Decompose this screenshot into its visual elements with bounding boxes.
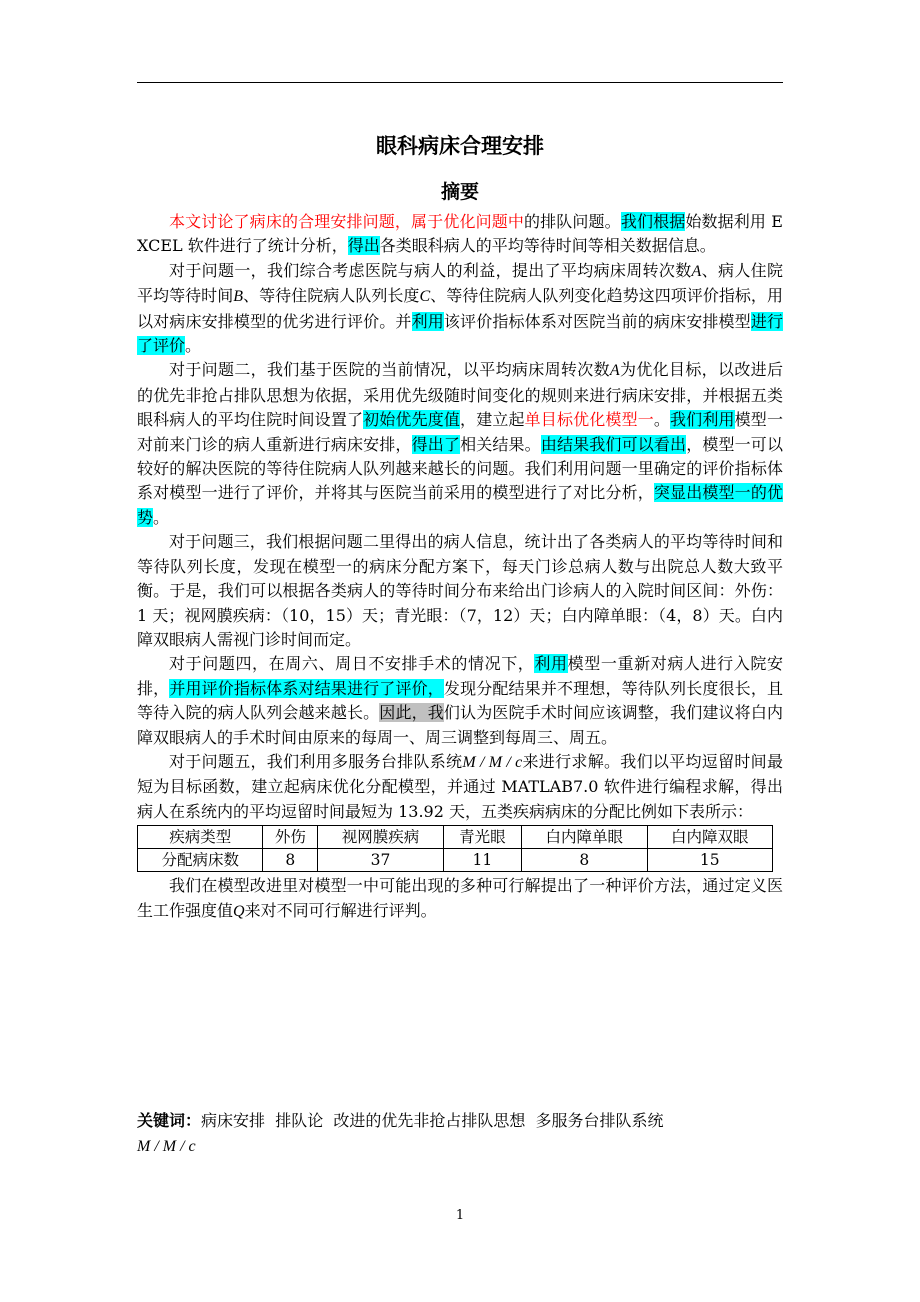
document-title: 眼科病床合理安排 — [376, 134, 544, 158]
page-number: 1 — [455, 1208, 465, 1223]
table-cell: 8 — [263, 849, 318, 872]
keywords — [137, 1108, 783, 1159]
formula-mmc: M / M / c — [462, 753, 523, 771]
table-cell: 青光眼 — [443, 826, 521, 849]
paragraph-6: 对于问题五，我们利用多服务台排队系统M / M / c来进行求解。我们以平均逗留时间最短为目标函数，建立起病床优化分配模型，并通过 MATLAB7.0 软件进行编程求解，得出病人在系统内的平均逗留时间最短为 13.92 天，五类疾病病床的分配比例如下表所示： — [137, 751, 783, 821]
table-cell: 疾病类型 — [138, 826, 263, 849]
variable-c: C — [419, 288, 431, 306]
highlight: 并用评价指标体系对结果进行了评价， — [169, 678, 444, 698]
abstract-body — [137, 210, 783, 924]
variable-a: A — [691, 262, 702, 280]
table-cell: 分配病床数 — [138, 849, 263, 872]
variable-a: A — [609, 362, 620, 380]
paragraph-2: 对于问题一，我们综合考虑医院与病人的利益，提出了平均病床周转次数A、病人住院平均等待时间B、等待住院病人队列长度C、等待住院病人队列变化趋势这四项评价指标，用以对病床安排模型的优劣进行评价。并利用该评价指标体系对医院当前的病床安排模型进行了评价。 — [137, 260, 783, 356]
variable-b: B — [233, 288, 244, 306]
paragraph-1: 本文讨论了病床的合理安排问题，属于优化问题中的排队问题。我们根据始数据利用 EXCEL 软件进行了统计分析，得出各类眼科病人的平均等待时间等相关数据信息。 — [137, 212, 783, 256]
highlight: 突显出模型一的优势 — [137, 483, 783, 527]
table-cell: 白内障双眼 — [647, 826, 773, 849]
bed-allocation-table-wrap — [137, 825, 783, 872]
variable-q: Q — [233, 902, 245, 920]
highlight: 初始优先度值 — [363, 410, 461, 430]
highlight: 由结果我们可以看出 — [540, 434, 687, 454]
keywords-formula: M / M / c — [137, 1138, 196, 1155]
table-header-row — [138, 826, 773, 849]
highlight: 我们利用 — [670, 410, 735, 430]
abstract-heading: 摘要 — [440, 181, 479, 203]
table-row — [138, 849, 773, 872]
highlight: 利用 — [411, 311, 444, 331]
table-cell: 37 — [318, 849, 443, 872]
red-text: 单目标优化模型一 — [524, 410, 654, 430]
table-cell: 11 — [443, 849, 521, 872]
table-cell: 15 — [647, 849, 773, 872]
table-cell: 视网膜疾病 — [318, 826, 443, 849]
keywords-label: 关键词： — [137, 1111, 202, 1130]
bed-allocation-table — [137, 825, 773, 872]
paragraph-7: 我们在模型改进里对模型一中可能出现的多种可行解提出了一种评价方法，通过定义医生工作强度值Q来对不同可行解进行评判。 — [137, 876, 783, 920]
highlight: 我们根据 — [620, 212, 686, 231]
red-text: 本文讨论了病床的合理安排问题，属于优化问题中 — [169, 212, 524, 231]
header-rule — [137, 82, 783, 83]
highlight: 得出了 — [411, 434, 461, 454]
keywords-list: 病床安排 排队论 改进的优先非抢占排队思想 多服务台排队系统 — [201, 1111, 664, 1130]
table-cell: 白内障单眼 — [522, 826, 647, 849]
paragraph-3: 对于问题二，我们基于医院的当前情况，以平均病床周转次数A为优化目标，以改进后的优先非抢占排队思想为依据，采用优先级随时间变化的规则来进行病床安排，并根据五类眼科病人的平均住院时间设置了初始优先度值，建立起单目标优化模型一。我们利用模型一对前来门诊的病人重新进行病床安排，得出了相关结果。由结果我们可以看出，模型一可以较好的解决医院的等待住院病人队列越来越长的问题。我们利用问题一里确定的评价指标体系对模型一进行了评价，并将其与医院当前采用的模型进行了对比分析，突显出模型一的优势。 — [137, 360, 783, 527]
highlight: 利用 — [534, 654, 568, 674]
gray-highlight: 因此，我 — [379, 703, 444, 723]
paragraph-5: 对于问题四，在周六、周日不安排手术的情况下，利用模型一重新对病人进行入院安排，并用评价指标体系对结果进行了评价，发现分配结果并不理想，等待队列长度很长，且等待入院的病人队列会越来越长。因此，我们认为医院手术时间应该调整，我们建议将白内障双眼病人的手术时间由原来的每周一、周三调整到每周三、周五。 — [137, 654, 783, 747]
table-cell: 外伤 — [263, 826, 318, 849]
paragraph-4: 对于问题三，我们根据问题二里得出的病人信息，统计出了各类病人的平均等待时间和等待队列长度，发现在模型一的病床分配方案下，每天门诊总病人数与出院总人数大致平衡。于是，我们可以根据各类病人的等待时间分布来给出门诊病人的入院时间区间：外伤：1 天；视网膜疾病：（10，15）天；青光眼：（7，12）天；白内障单眼：（4，8）天。白内障双眼病人需视门诊时间而定。 — [137, 532, 783, 649]
highlight: 进行了评价 — [137, 311, 783, 356]
table-cell: 8 — [522, 849, 647, 872]
highlight: 得出 — [347, 236, 380, 256]
